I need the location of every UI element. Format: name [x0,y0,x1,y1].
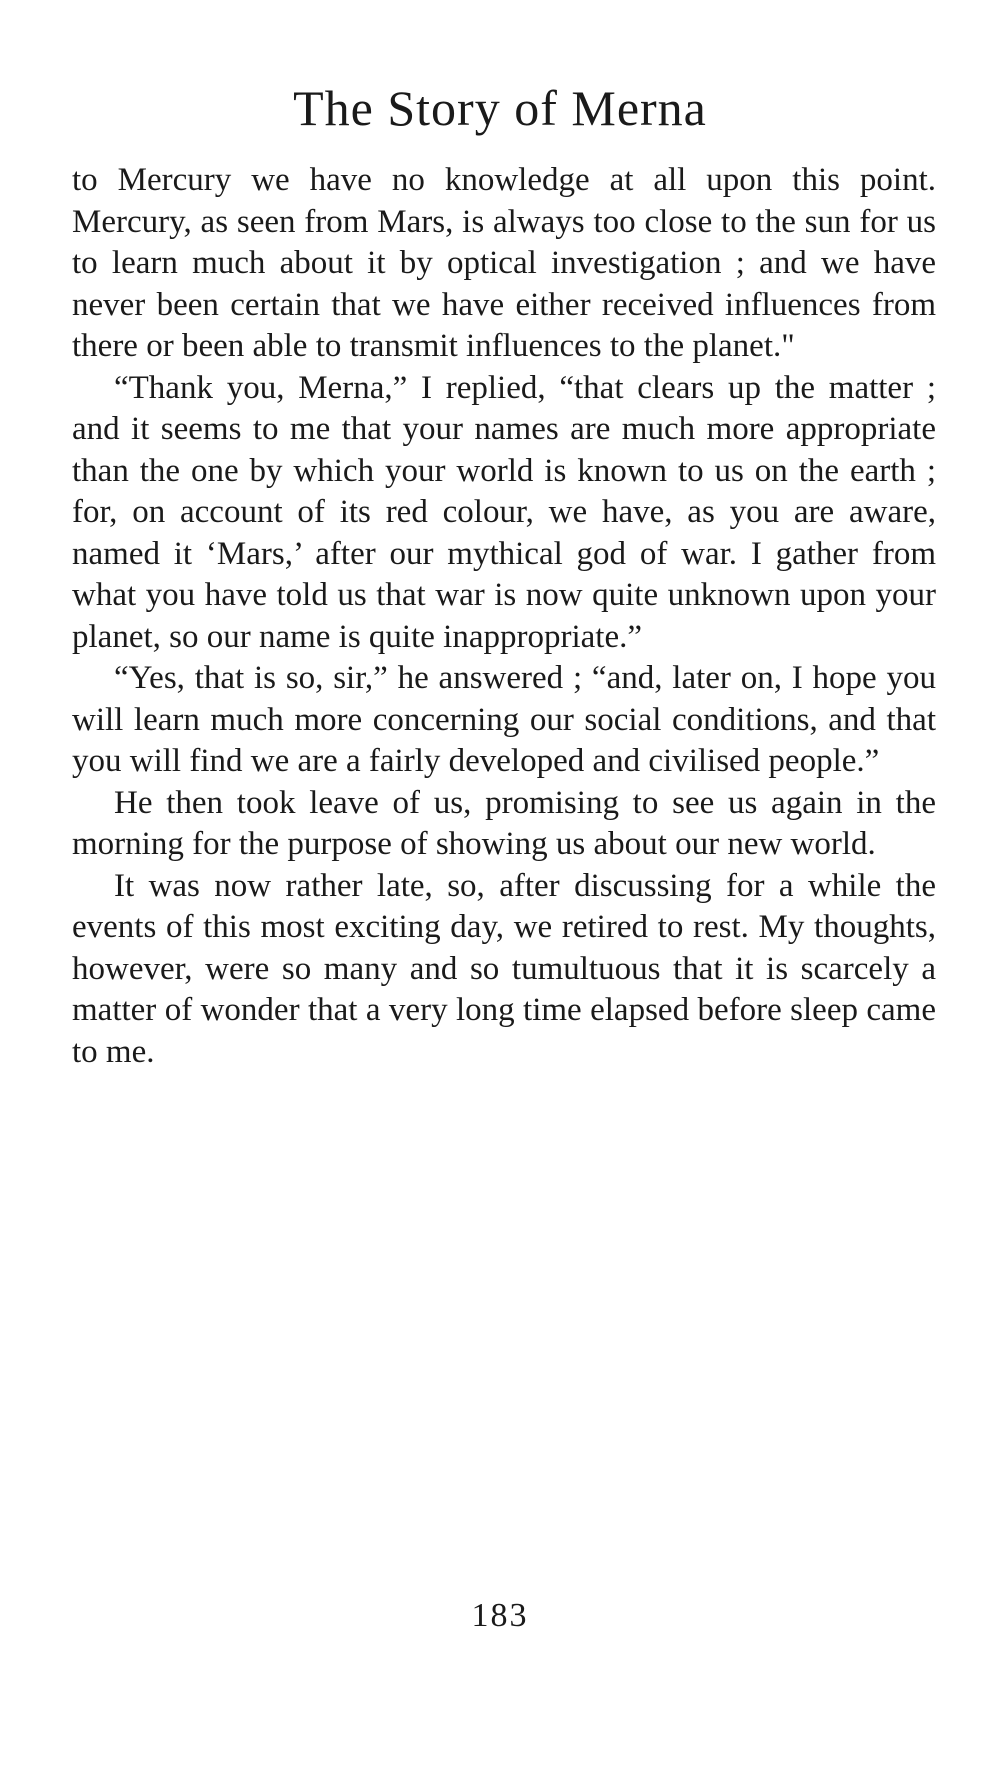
page-number: 183 [471,1597,529,1634]
running-head: The Story of Merna [293,80,707,136]
paragraph-continuation: to Mercury we have no knowledge at all upon this point. Mercury, as seen from Mars, is always too close to the sun for us to learn much about it by optical investigation ; and we have never been certain that we have either received influences from there or been able to transmit influences to the planet." [72,162,936,364]
paragraph-rest: It was now rather late, so, after discussing for a while the events of this most exciting day, we retired to rest. My thoughts, however, were so many and so tumultuous that it is scarcely a matter of wonder that a very long time elapsed before sleep came to me. [72,867,936,1070]
paragraph-answer: “Yes, that is so, sir,” he answered ; “and, later on, I hope you will learn much more concerning our social conditions, and that you will find we are a fairly developed and civilised people.” [72,660,936,779]
body-text [72,160,936,1073]
paragraph-leave: He then took leave of us, promising to see us again in the morning for the purpose of showing us about our new world. [72,784,936,862]
paragraph-reply: “Thank you, Merna,” I replied, “that clears up the matter ; and it seems to me that your names are much more appropriate than the one by which your world is known to us on the earth ; for, on account of its red colour, we have, as you are aware, named it ‘Mars,’ after our mythical god of war. I gather from what you have told us that war is now quite unknown upon your planet, so our name is quite inappropriate.” [72,369,936,655]
